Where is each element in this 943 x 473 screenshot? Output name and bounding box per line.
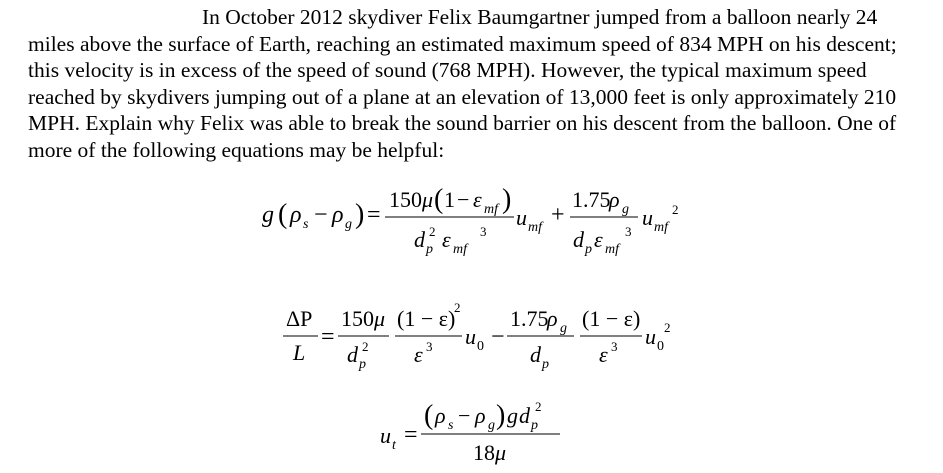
- eq3-sub-g: g: [488, 418, 495, 433]
- eq3-rho-s: ρ: [435, 403, 446, 428]
- eq2-den3-eps: ε: [599, 342, 608, 367]
- eq2-den-eps: ε: [414, 342, 423, 367]
- eq2-mu: μ: [374, 306, 386, 331]
- eq2-den2-sub-p: p: [542, 357, 549, 372]
- eq1-den-sub-mf: mf: [453, 242, 467, 257]
- eq1-num-rparen: ): [502, 184, 512, 215]
- eq2-den-sub-p: p: [359, 357, 366, 372]
- eq1-num-sub-mf: mf: [484, 202, 498, 217]
- eq1-one: 1: [444, 187, 455, 212]
- eq3-d: d: [519, 403, 530, 428]
- eq2-equals: =: [321, 324, 335, 350]
- eq1-num-lparen: (: [434, 184, 444, 215]
- equation-terminal-velocity: [380, 399, 560, 465]
- eq1-den-eps: ε: [442, 227, 451, 252]
- eq3-sub-p: p: [531, 418, 538, 433]
- eq2-coef2: 1.75: [510, 306, 549, 331]
- eq3-equals: =: [404, 422, 418, 448]
- eq1-den-sub-p: p: [426, 242, 433, 257]
- eq2-u1-sub-0: 0: [477, 339, 484, 354]
- eq2-one-minus-eps: (1 − ε): [397, 306, 456, 331]
- eq2-num-exp2: 2: [454, 300, 461, 315]
- eq1-den2-eps: ε: [594, 227, 603, 252]
- eq1-den2-sub-mf: mf: [605, 242, 619, 257]
- eq2-den-exp2: 2: [362, 339, 369, 354]
- eq1-u2-exp2: 2: [672, 202, 679, 217]
- eq2-den-exp3: 3: [426, 339, 433, 354]
- eq2-u2-exp2: 2: [664, 320, 671, 335]
- eq1-den2-d: d: [573, 227, 584, 252]
- eq1-den2-exp3: 3: [625, 224, 632, 239]
- eq1-u1: u: [516, 205, 527, 230]
- eq3-sub-s: s: [448, 418, 454, 433]
- eq1-coef2: 1.75: [572, 187, 611, 212]
- eq1-u1-sub-mf: mf: [528, 220, 542, 235]
- eq2-minus: −: [491, 324, 505, 350]
- eq2-delta-p: ΔP: [286, 306, 313, 331]
- eq1-den-exp3: 3: [480, 224, 487, 239]
- eq1-den-d: d: [414, 227, 425, 252]
- eq1-plus: +: [551, 202, 565, 228]
- eq1-rho-s: ρ: [290, 202, 302, 228]
- eq1-num2-rho: ρ: [609, 187, 620, 212]
- eq1-sub-g: g: [345, 217, 352, 232]
- eq3-g: g: [507, 403, 518, 428]
- eq1-den2-sub-p: p: [585, 242, 592, 257]
- eq2-rho-sub-g: g: [560, 321, 567, 336]
- eq3-rparen: ): [496, 400, 506, 431]
- eq3-lparen: (: [424, 400, 434, 431]
- equation-minimum-fluidization: [262, 184, 679, 257]
- eq2-u1: u: [465, 324, 476, 349]
- eq2-coef1: 150: [341, 306, 374, 331]
- eq1-u2-sub-mf: mf: [654, 220, 668, 235]
- eq1-num2-sub-g: g: [622, 202, 629, 217]
- eq3-sub-t: t: [392, 438, 396, 453]
- eq1-num-minus: −: [457, 187, 470, 212]
- eq2-u2: u: [645, 324, 656, 349]
- eq2-den2-d: d: [530, 342, 541, 367]
- eq1-sub-s: s: [303, 217, 309, 232]
- eq1-num-eps: ε: [473, 187, 482, 212]
- problem-text: In October 2012 skydiver Felix Baumgartner jumped from a balloon nearly 24 miles above the surface of Earth, reaching an estimated maximum speed of 834 MPH on his descent; this velocity is in excess of the speed of sound (768 MPH). However, the typical maximum speed reached by skydivers jumping out of a plane at an elevation of 13,000 feet is only approximately 210 MPH. Explain why Felix was able to break the sound barrier on his descent from the balloon. One of more of the following equations may be helpful:: [28, 5, 897, 162]
- eq1-coef1: 150: [389, 187, 422, 212]
- eq1-u2: u: [642, 205, 653, 230]
- eq1-mu: μ: [422, 187, 434, 212]
- eq2-rho: ρ: [547, 306, 558, 331]
- eq1-g: g: [262, 202, 274, 228]
- equation-ergun: [283, 300, 671, 372]
- eq2-u2-sub-0: 0: [657, 339, 664, 354]
- eq2-L: L: [293, 340, 306, 365]
- eq1-rho-g: ρ: [332, 202, 344, 228]
- eq1-lparen: (: [278, 199, 288, 230]
- eq1-den-exp2: 2: [429, 224, 436, 239]
- eq3-u: u: [380, 423, 391, 448]
- eq1-equals: =: [367, 202, 381, 228]
- eq3-exp2: 2: [535, 399, 542, 414]
- eq3-rho-g: ρ: [475, 403, 486, 428]
- eq3-coef: 18: [473, 440, 495, 465]
- eq3-minus: −: [458, 403, 471, 428]
- eq1-minus: −: [314, 202, 328, 228]
- eq2-den3-exp3: 3: [611, 339, 618, 354]
- eq2-one-minus-eps-2: (1 − ε): [582, 306, 641, 331]
- eq1-rparen: ): [355, 199, 365, 230]
- eq2-den-d: d: [347, 342, 358, 367]
- eq3-mu: μ: [495, 440, 507, 465]
